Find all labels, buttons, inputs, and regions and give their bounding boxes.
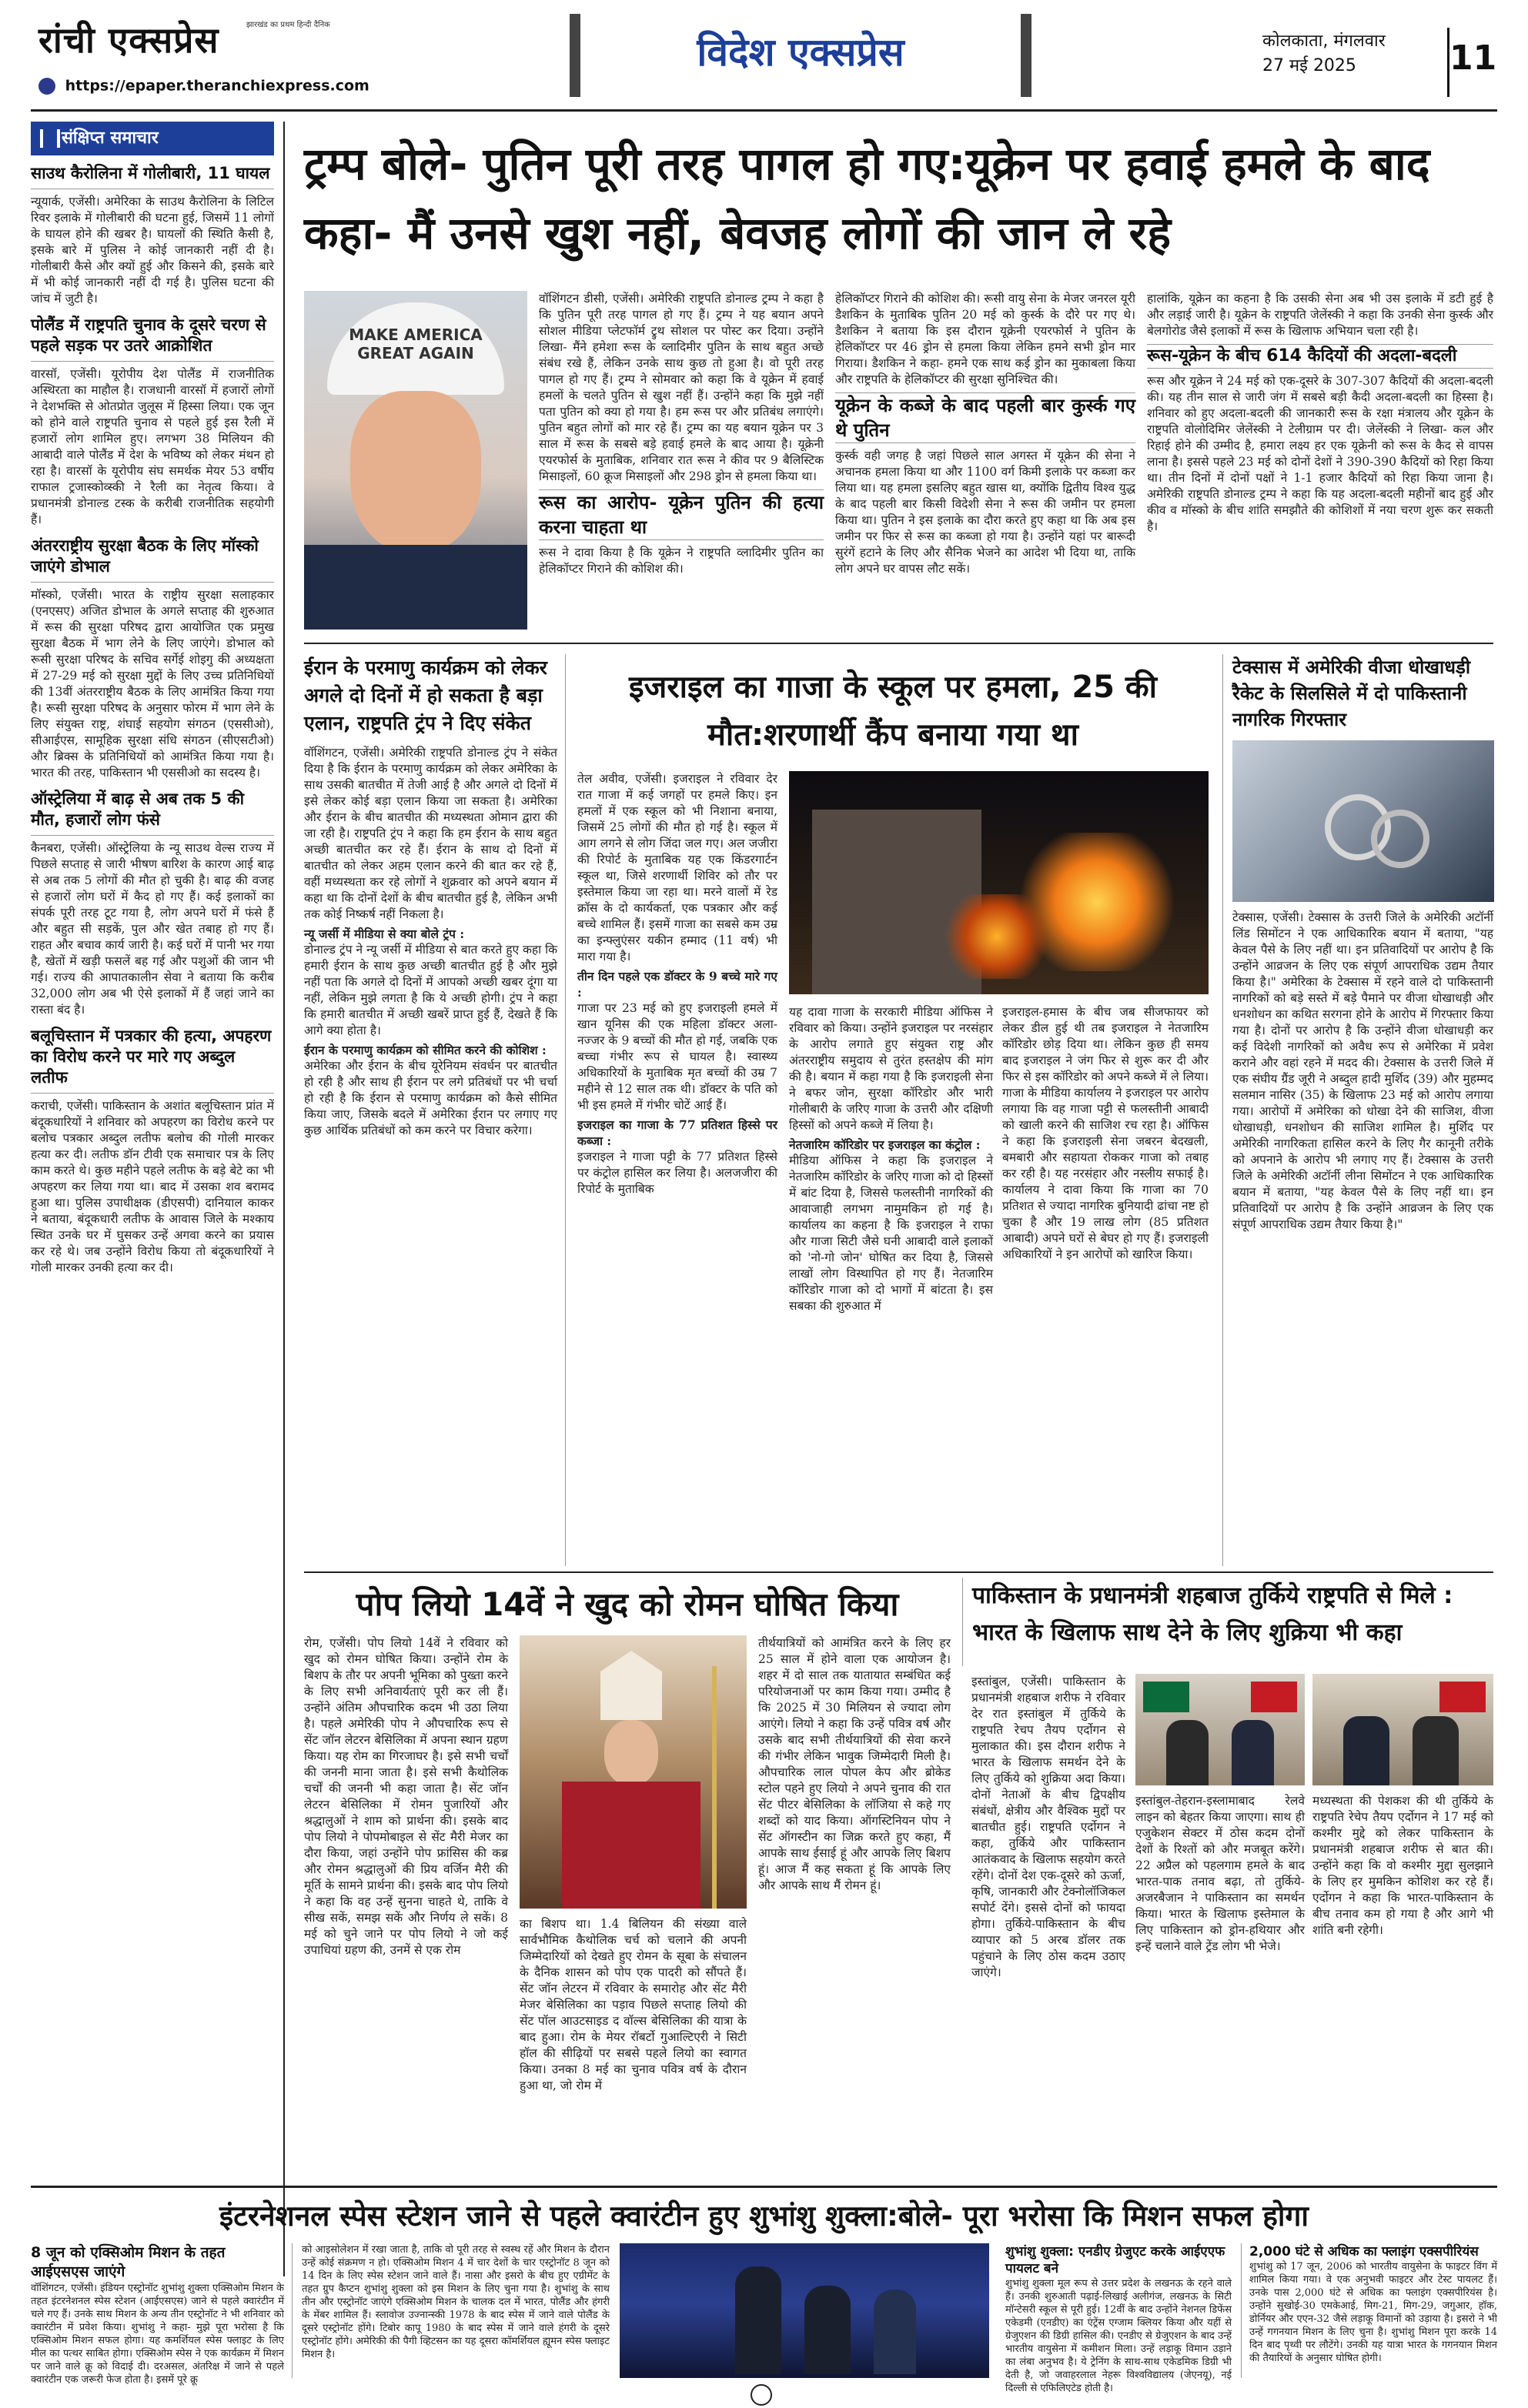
paper-name: रांची एक्सप्रेस	[38, 19, 219, 61]
lead-col-1	[539, 291, 824, 630]
brief-body: कैनबरा, एजेंसी। ऑस्ट्रेलिया के न्यू साउथ वेल्स राज्य में पिछले सप्ताह से जारी भीषण बारिश के कारण आई बाढ़ से अब तक 5 लोगों की मौत हो चुकी है। बाढ़ की वजह से हजारों लोग घरों में कैद हो गए हैं। कई इलाकों का संपर्क पूरी तरह टूट गया है, लोग अपने घरों में फंसे हैं और बहुत सी सड़कें, पुल और खेत तबाह हो गए हैं। राहत और बचाव कार्य जारी है। कई घरों में पानी भर गया है, खेतों में खड़ी फसलें बह गई और पशुओं की जान भी गई। राज्य की आपातकालीन सेवा ने बताया कि करीब 32,000 लोग अब भी ऐसे इलाकों में हैं जहां जाने का रास्ता बंद है।	[31, 841, 274, 1017]
pak-col-1-text: इस्तांबुल, एजेंसी। पाकिस्तान के प्रधानमंत्री शहबाज शरीफ ने रविवार देर रात इस्तांबुल में तुर्किये के राष्ट्रपति रेचप तैयप एर्दोगन से मुलाकात की। इस दौरान शरीफ ने भारत के खिलाफ समर्थन देने के लिए तुर्किये को शुक्रिया अदा किया। दोनों नेताओं के बीच द्विपक्षीय संबंधों, क्षेत्रीय और वैश्विक मुद्दों पर बातचीत हुई। राष्ट्रपति एर्दोगन ने कहा, तुर्किये और पाकिस्तान आतंकवाद के खिलाफ सहयोग करते रहेंगे। दोनों देश एक-दूसरे को ऊर्जा, कृषि, जानकारी और टेक्नोलॉजिकल सपोर्ट देंगे। इससे दोनों को फायदा होगा। तुर्किये-पाकिस्तान के बीच व्यापार को 5 अरब डॉलर तक पहुंचाने के लिए ठोस कदम उठाए जाएंगे।	[971, 1675, 1125, 1979]
gaza-col-2	[789, 1004, 993, 1562]
registration-mark	[751, 2384, 772, 2406]
person-right	[1232, 1720, 1274, 1785]
issue-date: 27 मई 2025	[1262, 56, 1356, 75]
pak-col-2	[1135, 1793, 1305, 2174]
brief-item	[31, 789, 274, 1018]
tagline: झारखंड का प्रथम हिन्दी दैनिक	[246, 21, 330, 29]
mitre-shape	[600, 1651, 662, 1720]
lead-headline: ट्रम्प बोले- पुतिन पूरी तरह पागल हो गए:यूक्रेन पर हवाई हमले के बाद कहा- मैं उनसे खुश नहीं, बेवजह लोगों की जान ले रहे	[304, 138, 1430, 259]
gaza-fire-photo	[789, 771, 1209, 994]
lead-subhead-1: रूस का आरोप- यूक्रेन पुतिन की हत्या करना चाहता था	[539, 489, 824, 540]
space-col-1	[31, 2243, 293, 2386]
pope-col-2-text: का बिशप था। 1.4 बिलियन की संख्या वाले सार्वभौमिक कैथोलिक चर्च को चलाने की अपनी जिम्मेदारियों को देखते हुए रोमन के सूबा के संचालन के दैनिक शासन को पोप एक पादरी को सौंपते हैं। सेंट जॉन लेटरन में रविवार के समारोह और सेंट मैरी मेजर बेसिलिका का पड़ाव पिछले सप्ताह लियो की सेंट पॉल आउटसाइड द वॉल्स बेसिलिका की यात्रा के बाद हुआ। रोम के मेयर रॉबर्टो गुआल्टिएरी ने सिटी हॉल की सीढ़ियों पर सबसे पहले लियो का स्वागत किया। उनका 8 मई का चुनाव पवित्र वर्ष के दौरान हुआ था, जो रोम में	[520, 1917, 747, 2092]
astronaut-3	[874, 2289, 916, 2374]
city-day: कोलकाता, मंगलवार	[1262, 32, 1386, 51]
pak-col-1	[971, 1674, 1125, 2174]
fire-glow-2	[943, 894, 1051, 979]
pope-col-3	[758, 1635, 951, 2174]
vestment-shape	[562, 1782, 700, 1909]
masthead	[31, 14, 1497, 106]
lead-col-3-text: हालांकि, यूक्रेन का कहना है कि उसकी सेना अब भी उस इलाके में डटी हुई है और लड़ाई जारी है। यूक्रेन के राष्ट्रपति जेलेंस्की ने कहा कि उनकी सेना कुर्स्क और बेलगोरोड जैसे इलाकों में रूस के खिलाफ अभियान चला रही है।	[1147, 292, 1493, 338]
gaza-subhead-2: इजराइल का गाजा के 77 प्रतिशत हिस्से पर कब्जा :	[577, 1117, 777, 1148]
date-block	[1262, 29, 1439, 99]
gaza-col-1b-text: गाजा पर 23 मई को हुए इजराइली हमले में खान यूनिस की एक महिला डॉक्टर अला-नज्जर के 9 बच्चों की मौत हो गई, जबकि एक बच्चा गंभीर रूप से घायल है। स्वास्थ्य अधिकारियों के मुताबिक मृत बच्चों की उम्र 7 महीने से 12 साल तक थी। डॉक्टर के पति को भी इस हमले में गंभीर चोटें आई हैं।	[577, 1001, 777, 1112]
pak-headline: पाकिस्तान के प्रधानमंत्री शहबाज तुर्किये राष्ट्रपति से मिले : भारत के खिलाफ साथ देने के लिए शुक्रिया भी कहा	[962, 1578, 1493, 1666]
cuff-shape-2	[1371, 810, 1429, 868]
brief-item	[31, 315, 274, 528]
gaza-col-2-text: यह दावा गाजा के सरकारी मीडिया ऑफिस ने रविवार को किया। उन्होंने इजराइल पर नरसंहार के आरोप लगाते हुए संयुक्त राष्ट्र और अंतरराष्ट्रीय समुदाय से तुरंत हस्तक्षेप की मांग की है। बयान में कहा गया है कि इजराइली सेना ने बफर जोन, सुरक्षा कॉरिडोर और भारी गोलीबारी के जरिए गाजा के उत्तरी और दक्षिणी हिस्सों को अपने कब्जे में लिया है।	[789, 1005, 993, 1132]
pope-photo	[520, 1635, 747, 1909]
pope-col-3-text: तीर्थयात्रियों को आमंत्रित करने के लिए हर 25 साल में होने वाला एक आयोजन है। शहर में दो साल तक यातायात सम्बंधित कई परियोजनाओं पर काम किया गया। उम्मीद है कि 2025 में 30 मिलियन से ज्यादा लोग आएंगे। लियो ने कहा कि उन्हें पवित्र वर्ष और उसके बाद सभी तीर्थयात्रियों की सेवा करने की गंभीर लेकिन भावुक जिम्मेदारी मिली है। औपचारिक लाल पोपल केप और ब्रोकेड स्टोल पहने हुए लियो ने अपने चुनाव की रात सेंट पीटर बेसिलिका के लॉजिया से कहे गए शब्दों को याद किया। ऑगस्टिनियन पोप ने सेंट ऑगस्टीन का जिक्र करते हुए कहा, मैं आपके साथ ईसाई हूं और आपके लिए बिशप हूं। आज मैं कह सकता हूं कि आपके लिए और आपके साथ मैं रोमन हूं।	[758, 1636, 951, 1892]
space-col-2	[302, 2243, 610, 2378]
erdogan-photo	[1312, 1674, 1493, 1785]
brief-body: न्यूयार्क, एजेंसी। अमेरिका के साउथ कैरोलिना के लिटिल रिवर इलाके में गोलीबारी की घटना हुई, जिसमें 11 लोगों के घायल होने की खबर है। घायलों की स्थिति कैसी है, इसके बारे में पुलिस ने कोई जानकारी नहीं दी है। गोलीबारी कैसे और क्यों हुई और किसने की, इसके बारे में भी कोई जानकारी नहीं दी गई है। पुलिस घटना की जांच में जुटी है।	[31, 195, 274, 306]
iran-headline: ईरान के परमाणु कार्यक्रम को लेकर अगले दो दिनों में हो सकता है बड़ा एलान, राष्ट्रपति ट्रंप ने दिए संकेत	[304, 656, 547, 734]
person-seated-2	[1413, 1716, 1459, 1785]
gaza-col-1	[577, 771, 777, 1564]
brief-body: मॉस्को, एजेंसी। भारत के राष्ट्रीय सुरक्षा सलाहकार (एनएसए) अजित डोभाल के अगले सप्ताह की शुरुआत में रूस की सुरक्षा परिषद द्वारा आयोजित एक प्रमुख सुरक्षा बैठक में भाग लेने के लिए जाएंगे। डोभाल को रूसी सुरक्षा परिषद के सचिव सर्गेई शोइगु की अध्यक्षता में 27-29 मई को सुरक्षा मुद्दों के लिए उच्च प्रतिनिधियों की 13वीं अंतरराष्ट्रीय बैठक के लिए आमंत्रित किया गया है। रूसी सुरक्षा परिषद के अनुसार फोरम में भाग लेने के लिए संयुक्त राष्ट्र, शंघाई सहयोग संगठन (एससीओ), सीआईएस, सामूहिक सुरक्षा संधि संगठन (सीएसटीओ) और ब्रिक्स के प्रतिनिधियों को आमंत्रित किया गया है। भारत की तरह, पाकिस्तान भी एससीओ का सदस्य है।	[31, 588, 274, 780]
handcuff-photo	[1232, 740, 1494, 902]
bottom-band-rule	[31, 2186, 1497, 2188]
space-headline: इंटरनेशनल स्पेस स्टेशन जाने से पहले क्वारंटीन हुए शुभांशु शुक्ला:बोले- पूरा भरोसा कि मिशन सफल होगा	[219, 2199, 1309, 2233]
gaza-subhead-3: नेतजारिम कॉरिडोर पर इजराइल का कंट्रोल :	[789, 1137, 981, 1152]
pak-col-3-text: मध्यस्थता की पेशकश की थी तुर्किये के राष्ट्रपति रेचेप तैयप एर्दोगन ने 17 मई को कश्मीर मुद्दे को लेकर पाकिस्तान के प्रधानमंत्री शहबाज शरीफ से बात की। उन्होंने कहा कि वो कश्मीर मुद्दा सुलझाने के लिए हर मुमकिन कोशिश कर रहे हैं। एर्दोगन ने कहा कि भारत-पाकिस्तान के बीच तनाव कम हो गया है और आगे भी शांति बनी रहेगी।	[1312, 1794, 1493, 1937]
astronaut-2	[804, 2286, 851, 2374]
gaza-col-3	[1002, 1004, 1209, 1562]
space-col-3-text: शुभांशु शुक्ला मूल रूप से उत्तर प्रदेश के लखनऊ के रहने वाले हैं। उनकी शुरुआती पढ़ाई-लिखाई अलीगंज, लखनऊ के सिटी मॉन्टेसरी स्कूल से पूरी हुई। 12वीं के बाद उन्होंने नेशनल डिफेंस एकेडमी (एनडीए) का एंट्रेंस एग्जाम क्लियर किया और यहीं से ग्रेजुएशन की डिग्री हासिल की। एनडीए से ग्रेजुएशन के बाद उन्हें भारतीय वायुसेना में कमीशन मिला। उन्हें लड़ाकू विमान उड़ाने का लंबा अनुभव है। ये ट्रेनिंग के साथ-साथ एकेडमिक डिग्री भी देती है, जो जवाहरलाल नेहरू विश्वविद्यालय (जेएनयू), नई दिल्ली से एफिलिएटेड होती है।	[1005, 2278, 1232, 2394]
section-title: विदेश एक्सप्रेस	[697, 30, 904, 75]
brief-title: अंतरराष्ट्रीय सुरक्षा बैठक के लिए मॉस्को जाएंगे डोभाल	[31, 536, 274, 583]
epaper-url[interactable]: https://epaper.theranchiexpress.com	[65, 77, 369, 95]
gaza-col-1c-text: इजराइल ने गाजा पट्टी के 77 प्रतिशत हिस्से पर कंट्रोल हासिल कर लिया है। अलजजीरा की रिपोर्ट के मुताबिक	[577, 1150, 777, 1196]
briefs-header	[31, 122, 274, 155]
space-col-1-text: वॉशिंगटन, एजेंसी। इंडियन एस्ट्रोनॉट शुभांशु शुक्ला एक्सिओम मिशन के तहत इंटरनेशनल स्पेस स्टेशन (आईएसएस) जाने से पहले क्वारंटीन में चले गए हैं। उनके साथ मिशन के अन्य तीन एस्ट्रोनॉट ने भी शनिवार को क्वारंटीन में प्रवेश किया। शुभांशु ने कहा- मुझे पूरा भरोसा है कि एक्सिओम मिशन सफल होगा। यह कमर्शियल स्पेस फ्लाइट के लिए मील का पत्थर साबित होगा। एक्सिओम स्पेस ने एक कार्यक्रम में मिशन पर जाने वाले क्रू को विदाई दी। दरअसल, अंतरिक्ष में जाने से पहले क्वारंटीन एक जरूरी फेज होता है। इसमें पूरे क्रू	[31, 2283, 284, 2386]
brief-item	[31, 536, 274, 781]
paper-logo	[38, 15, 408, 69]
lead-subhead-2: यूक्रेन के कब्जे के बाद पहली बार कुर्स्क गए थे पुतिन	[835, 392, 1135, 443]
space-sub-3: 2,000 घंटे से अधिक का फ्लाइंग एक्सपीरियंस	[1249, 2244, 1479, 2259]
iran-body-1: वॉशिंगटन, एजेंसी। अमेरिकी राष्ट्रपति डोनाल्ड ट्रंप ने संकेत दिया है कि ईरान के परमाणु कार्यक्रम को लेकर अमेरिका के साथ उसकी बातचीत में तेजी आई है और अगले दो दिनों में इसे लेकर कोई बड़ा एलान किया जा सकता है। अमेरिका और ईरान के बीच बातचीत की मध्यस्थता ओमान द्वारा की जा रही है। राष्ट्रपति ट्रंप ने कहा कि हम ईरान के साथ बहुत अच्छी बातचीत कर रहे हैं। ईरान के साथ दो दिनों में बातचीत को लेकर अहम एलान करने की बात कर रहे हैं, वहीं मध्यस्थता कर रहे लोगों ने शुक्रवार को अपने बयान में कहा था कि दोनों देशों के बीच बातचीत हुई है, लेकिन अभी तक कोई निष्कर्ष नहीं निकला है।	[304, 746, 557, 921]
face-shape	[350, 391, 481, 553]
lead-bottom-rule	[304, 643, 1493, 644]
brief-body: कराची, एजेंसी। पाकिस्तान के अशांत बलूचिस्तान प्रांत में बंदूकधारियों ने शनिवार को अपहरण का विरोध करने पर बलोच पत्रकार अब्दुल लतीफ बलोच की गोली मारकर हत्या कर दी। लतीफ डॉन टीवी एक समाचार पत्र के लिए काम करते थे। कुछ महीने पहले लतीफ के बड़े बेटे का भी अपहरण कर लिया गया था। बाद में उसका शव बरामद हुआ था। पुलिस उपाधीक्षक (डीएसपी) दानियाल काकर ने बताया, बंदूकधारी लतीफ के आवास जिले के मश्काय स्थित उनके घर में घुसकर उन्हें अगवा करने का प्रयास कर रहे थे। जब उन्होंने विरोध किया तो बंदूकधारियों ने गोली मारकर उनकी हत्या कर दी।	[31, 1099, 274, 1274]
suit-shape	[304, 545, 527, 630]
brief-item	[31, 163, 274, 307]
brief-title: बलूचिस्तान में पत्रकार की हत्या, अपहरण का विरोध करने पर मारे गए अब्दुल लतीफ	[31, 1026, 274, 1094]
person-seated-1	[1343, 1716, 1389, 1785]
lead-col-2	[835, 291, 1135, 630]
brief-item	[31, 1026, 274, 1276]
flag-pk	[1143, 1682, 1189, 1712]
iran-story	[304, 654, 566, 1566]
brief-title: साउथ कैरोलिना में गोलीबारी, 11 घायल	[31, 163, 274, 189]
pope-col-1-text: रोम, एजेंसी। पोप लियो 14वें ने रविवार को खुद को रोमन घोषित किया। उन्होंने रोम के बिशप के तौर पर अपनी भूमिका को पुख्ता करने के लिए सभी अनिवार्यताएं पूरी कर ली हैं। उन्होंने अंतिम औपचारिक कदम भी उठा लिया है। पहले अमेरिकी पोप ने औपचारिक रूप से सेंट जॉन लेटरन बेसिलिका में अपना स्थान ग्रहण किया। यह रोम का गिरजाघर है। इसे सभी चर्चों की जननी माना जाता है। इसे सभी कैथोलिक चर्चों की जननी भी कहा जाता है। सेंट जॉन लेटरन बेसिलिका में रोमन पुजारियों और श्रद्धालुओं ने शाम को प्रार्थना की। इसके बाद पोप लियो ने पोपमोबाइल से सेंट मैरी मेजर का दौरा किया, जहां उन्होंने पोप फ्रांसिस की कब्र और रोमन श्रद्धालुओं की प्रिय वर्जिन मैरी की मूर्ति के सामने प्रार्थना की। इसके बाद पोप लियो ने कहा कि वह उन्हें सुनना चाहते थे, ताकि वे सीख सकें, समझ सकें और निर्णय ले सकें। 8 मई को चुने जाने पर पोप लियो ने जो कई उपाधियां ग्रहण की, उनमें से एक रोम	[304, 1636, 508, 1957]
pope-headline: पोप लियो 14वें ने खुद को रोमन घोषित किया	[356, 1585, 899, 1623]
gaza-col-3-text: इजराइल-हमास के बीच जब सीजफायर को लेकर डील हुई थी तब इजराइल ने नेतजारिम कॉरिडोर छोड़ दिया था। लेकिन कुछ ही समय बाद इजराइल ने जंग फिर से शुरू कर दी और फिर से इस कॉरिडोर को अपने कब्जे में ले लिया। गाजा के मीडिया कार्यालय ने इजराइल पर आरोप लगाया कि वह गाजा पट्टी से फलस्तीनी आबादी को खाली करने की साजिश रच रहा है। ऑफिस ने कहा कि इजराइली सेना जबरन बेदखली, बमबारी और सहायता रोककर गाजा को तबाह कर रही है। यह नरसंहार और नस्लीय सफाई है। कार्यालय ने दावा किया कि गाजा का 70 प्रतिशत से ज्यादा नागरिक बुनियादी ढांचा नष्ट हो चुका है और 19 लाख लोग (85 प्रतिशत आबादी) अपने घरों से बेघर हो गए हैं। इजराइली अधिकारियों ने इन आरोपों को खारिज किया।	[1002, 1005, 1209, 1261]
shehbaz-photo	[1135, 1674, 1305, 1785]
person-left	[1166, 1720, 1209, 1785]
lead-col-3b-text: रूस और यूक्रेन ने 24 मई को एक-दूसरे के 307-307 कैदियों की अदला-बदली की। यह तीन साल से जारी जंग में सबसे बड़ी कैदी अदला-बदली का हिस्सा है। शनिवार को हुए अदला-बदली की जानकारी रूस के रक्षा मंत्रालय और यूक्रेन के राष्ट्रपति वोलोदिमिर जेलेंस्की ने टेलीग्राम पर दी। जेलेंस्की ने लिखा- कल और रिहाई होने की उम्मीद है, हमारा लक्ष्य हर एक यूक्रेनी को रूस के कैद से वापस लाना है। इससे पहले 23 मई को दोनों देशों ने 390-390 कैदियों को रिहा किया था। तीन दिनों में दोनों पक्षों ने 1-1 हजार कैदियों को रिहा किया जाना है। अमेरिकी राष्ट्रपति डोनाल्ड ट्रम्प ने कहा कि यह अदला-बदली महीनों बाद हुई और कीव व मॉस्को के बीच शांति समझौते की कोशिशों में नया चरण शुरू कर सकती है।	[1147, 374, 1493, 533]
mid-rule	[304, 1571, 1493, 1573]
epaper-url-row[interactable]	[38, 77, 439, 102]
section-title-box	[570, 14, 1031, 97]
cap-text: MAKE AMERICA GREAT AGAIN	[349, 326, 483, 362]
flag-tr	[1251, 1682, 1297, 1712]
texas-headline: टेक्सास में अमेरिकी वीजा धोखाधड़ी रैकेट के सिलसिले में दो पाकिस्तानी नागरिक गिरफ्तार	[1232, 656, 1471, 730]
lead-col-1-text: वॉशिंगटन डीसी, एजेंसी। अमेरिकी राष्ट्रपति डोनाल्ड ट्रम्प ने कहा है कि पुतिन पूरी तरह पागल हो गए हैं। ट्रम्प ने यह बयान अपने सोशल मीडिया प्लेटफॉर्म ट्रुथ सोशल पर पोस्ट कर दिया। उन्होंने लिखा- मैंने हमेशा रूस के व्लादिमीर पुतिन के साथ बहुत अच्छे संबंध रखे हैं, लेकिन उनके साथ कुछ तो हुआ है। वो पूरी तरह पागल हो गए हैं। ट्रम्प ने सोमवार को कहा कि वे यूक्रेन में हवाई हमलों के चलते पुतिन से खुश नहीं हैं। उन्होंने कहा कि मुझे नहीं पता पुतिन को क्या हो गया है। हम रूस पर और प्रतिबंध लगाएंगे। पुतिन बहुत लोगों को मार रहे हैं। ट्रम्प का यह बयान यूक्रेन पर 3 साल में रूस के सबसे बड़े हवाई हमले के बाद आया है। यूक्रेनी एयरफोर्स के मुताबिक, शनिवार रात रूस ने कीव पर 9 बैलिस्टिक मिसाइलों, 60 क्रूज मिसाइलों और 298 ड्रोन से हमला किया था।	[539, 292, 824, 483]
gaza-subhead-1: तीन दिन पहले एक डॉक्टर के 9 बच्चे मारे गए :	[577, 969, 777, 1000]
astronauts-photo	[620, 2243, 989, 2378]
space-sub-2: शुभांशु शुक्ला: एनडीए ग्रेजुएट करके आईएएफ पायलट बने	[1005, 2244, 1225, 2276]
briefs-list	[31, 163, 274, 1276]
brief-title: ऑस्ट्रेलिया में बाढ़ से अब तक 5 की मौत, हजारों लोग फंसे	[31, 789, 274, 836]
gaza-col-1-text: तेल अवीव, एजेंसी। इजराइल ने रविवार देर रात गाजा में कई जगहों पर हमले किए। इन हमलों में एक स्कूल को भी निशाना बनाया, जिसमें 25 लोगों की मौत हो गई है। स्कूल में आग लगने से लोग जिंदा जल गए। अल जजीरा की रिपोर्ट के मुताबिक यह एक किंडरगार्टन स्कूल था, जिसे शरणार्थी शिविर को तौर पर इस्तेमाल किया जा रहा था। मरने वालों में रेड क्रॉस के दो कार्यकर्ता, एक पत्रकार और कई बच्चे शामिल हैं। इसमें गाजा का सबसे कम उम्र का इन्फ्लुएंसर यकीन हम्माद (11 वर्ष) भी मारा गया है।	[577, 772, 777, 964]
space-col-3	[1001, 2243, 1232, 2394]
space-col-2-text: को आइसोलेशन में रखा जाता है, ताकि वो पूरी तरह से स्वस्थ रहें और मिशन के दौरान उन्हें कोई संक्रमण न हो। एक्सिओम मिशन 4 में चार देशों के चार एस्ट्रोनॉट 8 जून को 14 दिन के लिए स्पेस स्टेशन जाने वाले हैं। नासा और इसरो के बीच हुए एग्रीमेंट के तहत ग्रुप कैप्टन शुभांशु शुक्ला को इस मिशन के लिए चुना गया है। शुभांशु के साथ तीन और एस्ट्रोनॉट जाएंगे एक्सिओम मिशन के चालक दल में भारत, पोलैंड और हंगरी के मेंबर शामिल हैं। स्लावोज उज्नान्स्की 1978 के बाद स्पेस में जाने वाले पोलैंड के दूसरे एस्ट्रोनॉट होंगे। टिबोर कापू 1980 के बाद स्पेस में जाने वाले हंगरी के दूसरे एस्ट्रोनॉट होंगे। अमेरिकी की पैगी व्हिटसन का यह दूसरा कॉमर्शियल ह्यूमन स्पेस फ्लाइट मिशन है।	[302, 2244, 610, 2360]
pak-col-2-text: इस्तांबुल-तेहरान-इस्लामाबाद रेलवे लाइन को बेहतर किया जाएगा। साथ ही एजुकेशन सेक्टर में ठोस कदम दोनों देशों के रिश्तों को और मजबूत करेंगे। 22 अप्रैल को पहलगाम हमले के बाद भारत-पाक तनाव बढ़ा, तो तुर्किये-अजरबैजान ने पाकिस्तान का समर्थन किया। भारत के खिलाफ इस्तेमाल के लिए पाकिस्तान को ड्रोन-हथियार और इन्हें चलाने वाले ट्रेंड लोग भी भेजे।	[1135, 1794, 1305, 1953]
iran-body-3: अमेरिका और ईरान के बीच यूरेनियम संवर्धन पर बातचीत हो रही है और साथ ही ईरान पर लगे प्रतिबंधों पर भी चर्चा हो रही है कि ईरान से परमाणु कार्यक्रम को कैसे सीमित किया जाए, जिसके बदले में अमेरिका ईरान पर लगाए गए कुछ आर्थिक प्रतिबंधों को कम करने पर विचार करेगा।	[304, 1059, 557, 1137]
lead-col-3	[1147, 291, 1493, 630]
briefs-header-label: संक्षिप्त समाचार	[62, 129, 159, 148]
brief-body: वारसॉ, एजेंसी। यूरोपीय देश पोलैंड में राजनीतिक अस्थिरता का माहौल है। राजधानी वारसॉ में हजारों लोगों ने देशभक्ति से ओतप्रोत जुलूस में हिस्सा लिया। एक जून को होने वाले राष्ट्रपति चुनाव से पहले हुई इस रैली में हजारों लोग शामिल हुए। लगभग 38 मिलियन की आबादी वाले पोलैंड में देश के भविष्य को लेकर मंथन हो रहा है। वारसॉ के यूरोपीय संघ समर्थक मेयर 53 वर्षीय राफाल ट्रजास्कोव्स्की ने रैली का नेतृत्व किया। वे प्रधानमंत्री डोनाल्ड टस्क के करीबी राजनीतिक सहयोगी हैं।	[31, 367, 274, 526]
lead-subhead-3: रूस-यूक्रेन के बीच 614 कैदियों की अदला-बदली	[1147, 344, 1493, 369]
gaza-headline: इजराइल का गाजा के स्कूल पर हमला, 25 की मौत:शरणार्थी कैंप बनाया गया था	[629, 670, 1157, 753]
space-col-4	[1241, 2243, 1497, 2378]
iran-body-2: डोनाल्ड ट्रंप ने न्यू जर्सी में मीडिया से बात करते हुए कहा कि हमारी ईरान के साथ कुछ अच्छी बातचीत हुई है और मुझे नहीं पता कि अगले दो दिनों में आपको अच्छी खबर दूंगा या नहीं, लेकिन मुझे लगता है कि ये अच्छी होगी। ट्रंप ने कहा कि हमारी बातचीत में अच्छी खबरें प्राप्त हुई हैं, देखते हैं कि आगे क्या होता है।	[304, 943, 557, 1037]
briefs-column	[31, 122, 285, 2276]
space-col-4-text: शुभांशु को 17 जून, 2006 को भारतीय वायुसेना के फाइटर विंग में शामिल किया गया। वे एक अनुभवी फाइटर और टेस्ट पायलट हैं। उनके पास 2,000 घंटे से अधिक का फ्लाइंग एक्सपीरियंस है। उन्होंने सुखोई-30 एमकेआई, मिग-21, मिग-29, जगुआर, हॉक, डोर्नियर और एएन-32 जैसे लड़ाकू विमानों को उड़ाया है। इसरो ने भी उन्हें गगनयान मिशन के लिए चुना है। शुभांशु मिशन पूरा करके 14 दिन बाद पृथ्वी पर लौटेंगे। उनकी यह यात्रा भारत के गगनयान मिशन की तैयारियों के अनुसार घोषित होगी।	[1249, 2261, 1497, 2364]
pope-col-2	[520, 1916, 747, 2174]
space-sub-1: 8 जून को एक्सिओम मिशन के तहत आईएसएस जाएंगे	[31, 2244, 226, 2280]
iran-subhead-1: न्यू जर्सी में मीडिया से क्या बोले ट्रंप :	[304, 927, 465, 941]
flag-tr-2	[1439, 1682, 1486, 1712]
texas-story	[1222, 654, 1493, 1566]
gaza-col-2b-text: मीडिया ऑफिस ने कहा कि इजराइल ने नेतजारिम कॉरिडोर के जरिए गाजा को दो हिस्सों में बांट दिया है, जिससे फलस्तीनी नागरिकों की आवाजाही लगभग नामुमकिन हो गई है। कार्यालय का कहना है कि इजराइल ने राफा और गाजा सिटी जैसे घनी आबादी वाले इलाकों को 'नो-गो जोन' घोषित कर दिया है, जिससे लाखों लोग विस्थापित हो गए हैं। नेतजारिम कॉरिडोर गाजा को दो भागों में बांटता है। इस सबका की शुरुआत में	[789, 1154, 993, 1313]
pope-face-shape	[604, 1720, 658, 1785]
lead-col-2-text: हेलिकॉप्टर गिराने की कोशिश की। रूसी वायु सेना के मेजर जनरल यूरी डैशकिन के मुताबिक पुतिन 20 मई को कुर्स्क के दौरे पर गए थे। डैशकिन ने बताया कि इस दौरान यूक्रेनी एयरफोर्स ने पुतिन के हेलिकॉप्टर पर 46 ड्रोन से हमला किया लेकिन हमने सभी ड्रोन मार गिराया। डैशकिन ने कहा- हमने एक साथ कई ड्रोन का मुकाबला किया और राष्ट्रपति के हेलिकॉप्टर की सुरक्षा सुनिश्चित की।	[835, 292, 1135, 386]
pak-col-3	[1312, 1793, 1493, 2174]
trump-photo	[304, 291, 527, 630]
masthead-rule	[31, 109, 1497, 112]
web-icon	[38, 78, 55, 95]
pope-col-1	[304, 1635, 508, 2174]
iran-body	[304, 745, 557, 1522]
crozier-shape	[712, 1666, 717, 1909]
astronaut-1	[735, 2266, 781, 2374]
iran-subhead-2: ईरान के परमाणु कार्यक्रम को सीमित करने की कोशिश :	[304, 1043, 547, 1057]
brief-title: पोलैंड में राष्ट्रपति चुनाव के दूसरे चरण से पहले सड़क पर उतरे आक्रोशित	[31, 315, 274, 362]
briefs-header-bars	[40, 129, 60, 148]
lead-col-1b-text: रूस ने दावा किया है कि यूक्रेन ने राष्ट्रपति व्लादिमीर पुतिन का हेलिकॉप्टर गिराने की कोशिश की।	[539, 546, 824, 576]
page-number: 11	[1447, 28, 1493, 97]
texas-body: टेक्सास, एजेंसी। टेक्सास के उत्तरी जिले के अमेरिकी अटॉर्नी लिंड सिमोंटन ने एक आधिकारिक बयान में बताया, "यह केवल पैसे के लिए नहीं था। इन प्रतिवादियों पर आरोप है कि उन्होंने आव्रजन के लिए एक संपूर्ण आपराधिक उद्यम तैयार किया है।" अमेरिका के टेक्सास में रहने वाले दो पाकिस्तानी नागरिकों को बड़े सस्ते में बड़े पैमाने पर वीजा धोखाधड़ी और धनशोधन का कथित सरगना होने के आरोप में गिरफ्तार किया गया है। दोनों पर आरोप है कि उन्होंने वीजा धोखाधड़ी कर कई विदेशी नागरिकों को अवैध रूप से अमेरिका में प्रवेश कराने और वहां रहने में मदद की। टेक्सास के उत्तरी जिले में एक संघीय ग्रैंड जूरी ने अब्दुल हादी मुर्शिद (39) और मुहम्मद सलमान नासिर (35) के खिलाफ 23 मई को आरोप लगाया गया। आरोपों में अमेरिका को धोखा देने की साजिश, वीजा धोखाधड़ी, धनशोधन की साजिश शामिल है। मुर्शिद पर अमेरिकी नागरिकता हासिल करने के लिए गैर कानूनी तरीके को अपनाने के आरोप भी लगाए गए हैं। टेक्सास के उत्तरी जिले के अमेरिकी अटॉर्नी लीना सिमोंटन ने एक आधिकारिक बयान में बताया, "यह केवल पैसे के लिए नहीं था। इन प्रतिवादियों पर आरोप है कि उन्होंने आव्रजन के लिए एक संपूर्ण आपराधिक उद्यम तैयार किया है।"	[1232, 910, 1493, 1231]
lead-col-2b-text: कुर्स्क वही जगह है जहां पिछले साल अगस्त में यूक्रेन की सेना ने अचानक हमला किया था और 1100 वर्ग किमी इलाके पर कब्जा कर लिया था। यह हमला इसलिए बहुत खास था, क्योंकि द्वितीय विश्व युद्ध के बाद पहली बार किसी विदेशी सेना ने रूस की जमीन पर हमला किया था। पुतिन ने इस इलाके का दौरा करते हुए कहा था कि अब इस जमीन पर फिर से रूस का कब्जा हो गया है। उन्होंने यहां पर बारूदी सुरंगें हटाने के लिए और सैनिक भेजने का आदेश भी दिया था, ताकि लोग अपने घर वापस लौट सकें।	[835, 449, 1135, 576]
